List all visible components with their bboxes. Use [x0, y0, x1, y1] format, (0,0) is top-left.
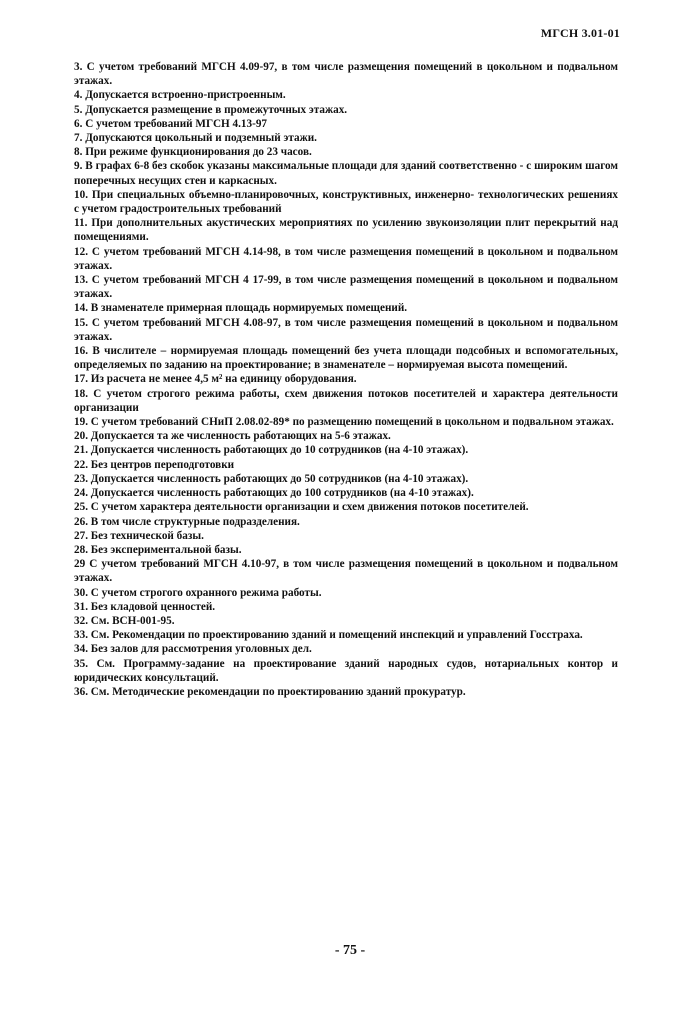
note-text: Допускается встроенно-пристроенным. [85, 89, 286, 102]
note-text: Без технической базы. [90, 529, 204, 542]
note-item [74, 117, 618, 131]
note-item [74, 600, 618, 614]
note-item [74, 472, 618, 486]
note-item [74, 316, 618, 344]
note-item [74, 500, 618, 514]
note-item [74, 131, 618, 145]
note-item [74, 387, 618, 415]
note-item [74, 301, 618, 315]
note-item [74, 529, 618, 543]
note-number: 31. [74, 600, 88, 613]
note-item [74, 685, 618, 699]
note-item [74, 88, 618, 102]
note-number: 13. [74, 274, 88, 287]
note-number: 5. [74, 103, 83, 116]
note-number: 34. [74, 643, 88, 656]
note-text: С учетом строгого режима работы, схем движения потоков посетителей и характера деятельности организации [74, 387, 618, 414]
note-number: 22. [74, 458, 88, 471]
note-number: 28. [74, 543, 88, 556]
note-text: В том числе структурные подразделения. [90, 515, 300, 528]
note-number: 32. [74, 614, 88, 627]
note-text: С учетом требований МГСН 4.09-97, в том числе размещения помещений в цокольном и подвальном этажах. [74, 61, 619, 88]
note-text: С учетом требований МГСН 4 17-99, в том числе размещения помещений в цокольном и подвальном этажах. [74, 274, 619, 301]
note-text: Допускается численность работающих до 10 сотрудников (на 4-10 этажах). [90, 444, 469, 457]
notes-list [74, 60, 618, 699]
note-item [74, 628, 618, 642]
note-text: См. Методические рекомендации по проектированию зданий прокуратур. [90, 685, 466, 698]
note-text: С учетом строгого охранного режима работы. [90, 586, 322, 599]
note-text: С учетом требований МГСН 4.14-98, в том числе размещения помещений в цокольном и подвальном этажах. [74, 245, 619, 272]
note-text: В графах 6-8 без скобок указаны максимальные площади для зданий соответственно - с широким шагом поперечных несущих стен и каркасных. [74, 160, 619, 187]
note-number: 7. [74, 132, 83, 145]
note-item [74, 245, 618, 273]
note-text: С учетом требований МГСН 4.08-97, в том числе размещения помещений в цокольном и подвальном этажах. [74, 316, 619, 343]
note-number: 14. [74, 302, 88, 315]
note-number: 20. [74, 430, 88, 443]
note-number: 24. [74, 487, 88, 500]
note-text: Допускается та же численность работающих на 5-6 этажах. [90, 430, 391, 443]
note-item [74, 273, 618, 301]
note-number: 29 [74, 558, 86, 571]
note-number: 8. [74, 146, 83, 159]
note-text: Допускается численность работающих до 50 сотрудников (на 4-10 этажах). [90, 472, 469, 485]
note-number: 4. [74, 89, 83, 102]
note-number: 25. [74, 501, 88, 514]
note-number: 16. [74, 345, 88, 358]
note-number: 27. [74, 529, 88, 542]
note-item [74, 415, 618, 429]
note-number: 17. [74, 373, 88, 386]
note-number: 36. [74, 685, 88, 698]
note-item [74, 372, 618, 386]
note-text: При специальных объемно-планировочных, конструктивных, инженерно- технологических решениях с учетом градостроительных требований [74, 188, 618, 216]
note-item [74, 486, 618, 500]
note-text: Без залов для рассмотрения уголовных дел. [90, 643, 312, 656]
note-number: 15. [74, 316, 88, 329]
note-item [74, 642, 618, 656]
note-text: С учетом требований МГСН 4.10-97, в том числе размещения помещений в цокольном и подвальном этажах. [74, 558, 618, 585]
note-text: С учетом характера деятельности организации и схем движения потоков посетителей. [90, 501, 529, 514]
note-number: 19. [74, 416, 88, 429]
note-item [74, 543, 618, 557]
note-text: В числителе – нормируемая площадь помещений без учета площади подсобных и вспомогательных, определяемых по заданию на проектирование; в знаменателе – нормируемая высота помещений. [74, 345, 618, 372]
note-text: Без экспериментальной базы. [90, 543, 242, 556]
note-item [74, 586, 618, 600]
note-text: См. Рекомендации по проектированию зданий и помещений инспекций и управлений Госстраха. [90, 629, 583, 642]
note-number: 18. [74, 387, 88, 400]
note-text: При дополнительных акустических мероприятиях по усилению звукоизоляции плит перекрытий над помещениями. [74, 217, 618, 244]
note-item [74, 443, 618, 457]
note-item [74, 458, 618, 472]
note-number: 33. [74, 629, 88, 642]
note-number: 12. [74, 245, 88, 258]
note-number: 21. [74, 444, 88, 457]
note-text: Без центров переподготовки [90, 458, 235, 471]
note-item [74, 159, 618, 187]
note-number: 3. [74, 61, 83, 73]
note-number: 26. [74, 515, 88, 528]
note-text: Допускается размещение в промежуточных этажах. [85, 103, 348, 116]
note-text: Допускаются цокольный и подземный этажи. [85, 132, 317, 145]
document-code: МГСН 3.01-01 [540, 26, 620, 40]
note-number: 30. [74, 586, 88, 599]
note-item [74, 557, 618, 585]
note-text: См. Программу-задание на проектирование зданий народных судов, нотариальных контор и юридических консультаций. [74, 657, 619, 684]
note-text: Из расчета не менее 4,5 м² на единицу оборудования. [90, 373, 357, 386]
note-number: 11. [74, 217, 88, 230]
note-text: С учетом требований МГСН 4.13-97 [85, 117, 268, 130]
note-number: 10. [74, 188, 88, 201]
note-number: 9. [74, 160, 83, 173]
note-number: 23. [74, 472, 88, 485]
note-number: 35. [74, 657, 88, 670]
note-item [74, 429, 618, 443]
note-text: С учетом требований СНиП 2.08.02-89* по размещению помещений в цокольном и подвальном этажах. [90, 416, 614, 429]
note-item [74, 344, 618, 372]
note-text: Без кладовой ценностей. [90, 600, 216, 613]
page-number: - 75 - [334, 943, 366, 958]
note-item [74, 188, 618, 216]
note-item [74, 60, 618, 88]
note-number: 6. [74, 117, 83, 130]
note-text: См. ВСН-001-95. [90, 614, 175, 627]
note-item [74, 657, 618, 685]
note-item [74, 145, 618, 159]
note-text: При режиме функционирования до 23 часов. [85, 146, 312, 159]
note-item [74, 216, 618, 244]
note-item [74, 515, 618, 529]
note-item [74, 614, 618, 628]
note-text: В знаменателе примерная площадь нормируемых помещений. [90, 302, 408, 315]
note-text: Допускается численность работающих до 100 сотрудников (на 4-10 этажах). [90, 487, 474, 500]
note-item [74, 103, 618, 117]
